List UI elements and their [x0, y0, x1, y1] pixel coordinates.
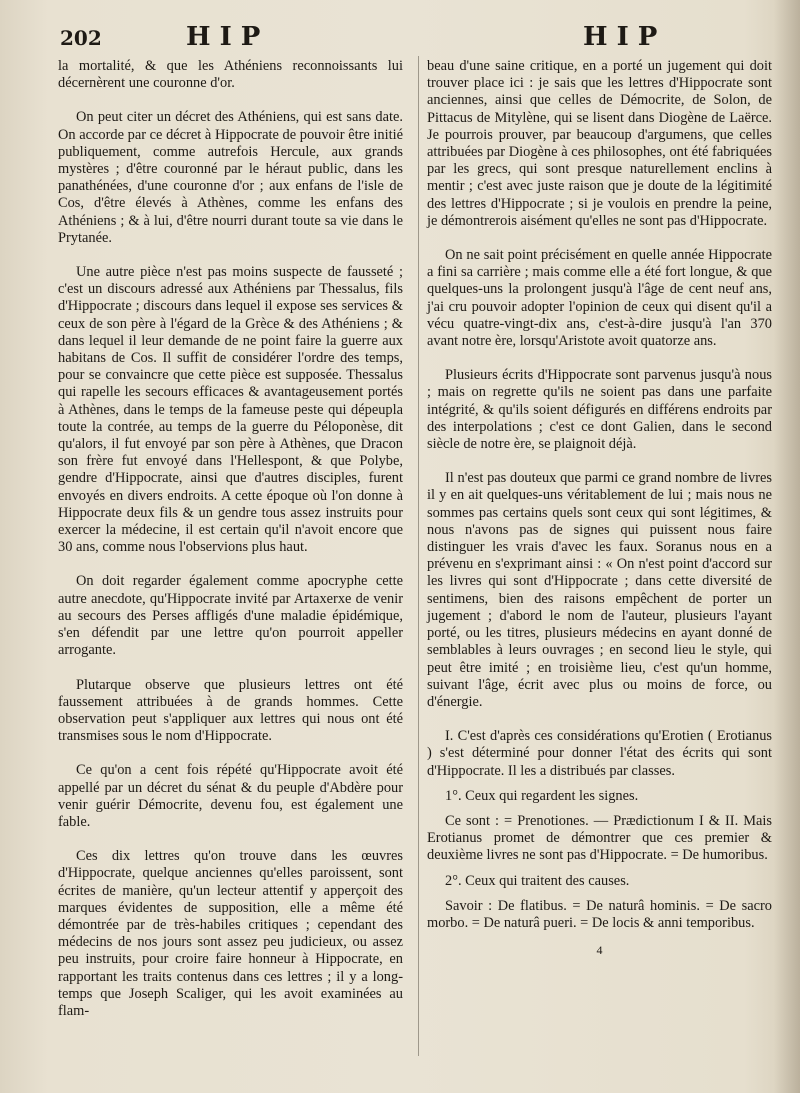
paragraph: Ce sont : = Prenotiones. — Prædictionum I & II. Mais Erotianus promet de démontrer que ces premier & deuxième livres ne sont pas d'Hippocrate. = De humoribus. [427, 812, 772, 864]
column-divider [418, 56, 419, 1056]
paragraph: 1°. Ceux qui regardent les signes. [445, 787, 639, 804]
paragraph: Ce qu'on a cent fois répété qu'Hippocrate avoit été appellé par un décret du sénat & du peuple d'Abdère pour venir guérir Démocrite, devenu fou, est également une fable. [58, 762, 403, 830]
running-head-right: HIP [583, 22, 667, 52]
right-column [427, 58, 772, 959]
page-gutter-shadow [774, 0, 800, 1093]
paragraph: la mortalité, & que les Athéniens reconnoissants lui décernèrent une couronne d'or. [58, 58, 403, 92]
paragraph: Savoir : De flatibus. = De naturâ hominis. = De sacro morbo. = De naturâ pueri. = De locis & anni temporibus. [427, 897, 772, 931]
paragraph: beau d'une saine critique, en a porté un jugement qui doit trouver place ici : je sais que les lettres d'Hippocrate sont anciennes, ainsi que celles de Démocrite, de Solon, de Pittacus de Mitylène, qui se lisent dans Diogène de Laërce. Je pourrois prouver, par beaucoup d'argumens, que celles attribuées par Diogène à ces philosophes, ont été fabriquées par les grecs, qui sont presque naturellement enclins à mentir ; c'est avec juste raison que je doute de la légitimité des lettres d'Hippocrate ; si je voulois en prendre la peine, je démontrerois aisément qu'elles ne sont pas d'Hippocrate. [427, 58, 772, 229]
paragraph: Ces dix lettres qu'on trouve dans les œuvres d'Hippocrate, quelque anciennes qu'elles paroissent, sont écrites de manière, qu'un lecteur attentif y apperçoit des marques évidentes de supposition, elle a même été démontrée par de très-habiles critiques ; cependant des médecins de nos jours sont assez peu judicieux, ou assez peu instruits, pour croire faire honneur à Hippocrate, en rapportant les traits contenus dans ces lettres ; il y a long-temps que Joseph Scaliger, qui les avoit examinées au flam- [58, 848, 403, 1019]
page-header [0, 22, 800, 56]
paragraph: On ne sait point précisément en quelle année Hippocrate a fini sa carrière ; mais comme elle a été fort longue, & que quelques-uns la prolongent jusqu'à l'âge de cent neuf ans, j'ai cru pouvoir adopter l'opinion de ceux qui disent qu'il a vécu quatre-vingt-dix ans, c'est-à-dire jusqu'à l'an 370 avant notre ère, lorsqu'Aristote avoit quatorze ans. [427, 247, 772, 350]
left-column [58, 58, 403, 1020]
paragraph: I. C'est d'après ces considérations qu'Erotien ( Erotianus ) s'est déterminé pour donner l'état des écrits qui sont d'Hippocrate. Il les a distribués par classes. [427, 728, 772, 779]
paragraph: On peut citer un décret des Athéniens, qui est sans date. On accorde par ce décret à Hippocrate de pouvoir être initié publiquement, comme autrefois Hercule, aux grands mystères ; d'être couronné par le héraut public, dans les panathénées, d'une couronne d'or ; aux enfans de l'isle de Cos, d'être élevés à Athènes, comme les enfans des Athéniens ; & à lui, d'être nourri durant toute sa vie dans le Prytanée. [58, 109, 403, 246]
paragraph: Plutarque observe que plusieurs lettres ont été faussement attribuées à de grands hommes. Cette observation peut s'appliquer aux lettres qui nous ont été transmises sous le nom d'Hippocrate. [58, 676, 403, 745]
paragraph: On doit regarder également comme apocryphe cette autre anecdote, qu'Hippocrate invité par Artaxerxe de venir au secours des Perses affligés d'une maladie épidémique, s'en défendit par une lettre qu'on pourroit appeller arrogante. [58, 573, 403, 659]
paragraph: 2°. Ceux qui traitent des causes. [445, 872, 630, 889]
signature-mark: 4 [596, 943, 603, 958]
paragraph: Une autre pièce n'est pas moins suspecte de fausseté ; c'est un discours adressé aux Athéniens par Thessalus, fils d'Hippocrate ; discours dans lequel il expose ses services & ceux de son père à l'égard de la Grèce & des Athéniens ; & dans lequel il leur demande de ne point faire la guerre aux habitans de Cos. Il suffit de considérer l'ordre des temps, pour se convaincre que cette pièce est supposée. Thessalus qui rapelle les secours efficaces & avantageusement portés à Athènes, dans le temps de la fameuse peste qui dépeupla toute la contrée, au temps de la guerre du Péloponèse, dit qu'alors, il fut envoyé par son père à Athènes, que Dracon son frère fut envoyé dans l'Hellespont, & que Polybe, gendre d'Hippocrate, ainsi que d'autres disciples, furent envoyés en divers endroits. A cette époque où l'on donne à Hippocrate deux fils & un gendre tous assez instruits pour exercer la médecine, il est certain qu'il n'avoit encore que 30 ans, comme nous l'observions plus haut. [58, 264, 403, 556]
running-head-left: HIP [186, 22, 270, 52]
page-number: 202 [60, 26, 102, 50]
paragraph: Il n'est pas douteux que parmi ce grand nombre de livres il y en ait quelques-uns véritablement de lui ; mais nous ne sommes pas certains quels sont ceux qui sont légitimes, & nous n'avons pas de signes qui puissent nous faire distinguer les vrais d'avec les faux. Soranus nous en a prévenu en s'exprimant ainsi : « On n'est point d'accord sur les livres qui sont d'Hippocrate ; dans cette diversité de sentimens, bien des raisons empêchent de porter un jugement ; d'abord le nom de l'auteur, plusieurs l'ayant porté, ou les titres, plusieurs médecins en ayant donné de semblables à leurs ouvrages ; en second lieu le style, qui peut être imité ; en troisième lieu, c'est qu'un homme, suivant l'âge, écrit avec plus ou moins de force, ou d'énergie. [427, 470, 772, 710]
paragraph: Plusieurs écrits d'Hippocrate sont parvenus jusqu'à nous ; mais on regrette qu'ils ne soient pas dans une parfaite intégrité, & qu'ils soient défigurés en différens endroits par des interpolations ; c'est ce dont Galien, dans le second siècle de notre ère, se plaignoit déjà. [427, 367, 772, 453]
